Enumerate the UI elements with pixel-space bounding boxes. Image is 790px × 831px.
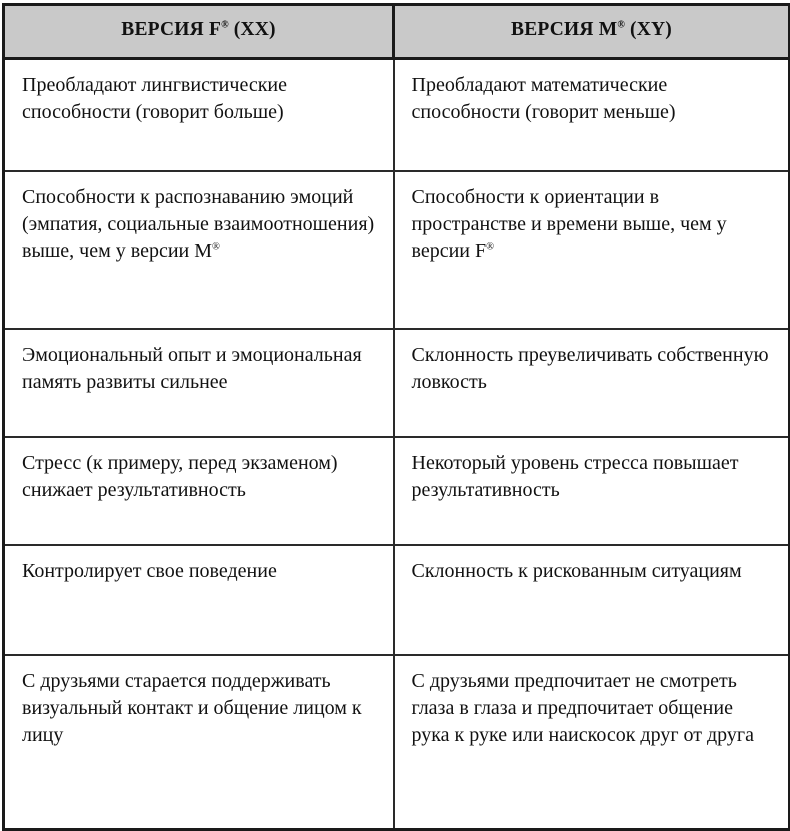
cell-version-f xyxy=(4,545,394,655)
cell-version-f xyxy=(4,171,394,329)
table-row xyxy=(4,437,790,545)
cell-version-m xyxy=(394,59,790,172)
registered-mark-icon: ® xyxy=(221,19,229,31)
cell-text: Способности к ориентации в пространстве и времени выше, чем у версии F® xyxy=(411,186,727,263)
cell-text: С друзьями предпочитает не смотреть глаза в глаза и предпочитает общение рука к руке или наискосок друг от друга xyxy=(411,670,754,747)
cell-text: Склонность преувеличивать собственную ловкость xyxy=(411,344,769,394)
table-row xyxy=(4,329,790,437)
table-body xyxy=(4,59,790,830)
cell-text: Некоторый уровень стресса повышает результативность xyxy=(411,452,739,502)
cell-text: Способности к распознаванию эмоций (эмпатия, социальные взаимоотношения) выше, чем у версии M® xyxy=(22,186,375,263)
cell-text: Стресс (к примеру, перед экзаменом) снижает результативность xyxy=(22,452,338,502)
cell-version-f xyxy=(4,329,394,437)
table-row xyxy=(4,655,790,830)
cell-version-m xyxy=(394,171,790,329)
column-header-version-m xyxy=(394,5,790,59)
cell-version-f xyxy=(4,437,394,545)
cell-version-f xyxy=(4,59,394,172)
cell-version-m xyxy=(394,655,790,830)
registered-mark-icon: ® xyxy=(486,241,495,253)
registered-mark-icon: ® xyxy=(617,19,625,31)
cell-version-f xyxy=(4,655,394,830)
cell-text: Эмоциональный опыт и эмоциональная память развиты сильнее xyxy=(22,344,362,394)
table-row xyxy=(4,171,790,329)
table-header-row xyxy=(4,5,790,59)
table-row xyxy=(4,59,790,172)
cell-text: Контролирует свое поведение xyxy=(22,560,277,582)
cell-text: Преобладают математические способности (говорит меньше) xyxy=(411,74,676,124)
cell-text: Преобладают лингвистические способности (говорит больше) xyxy=(22,74,287,124)
cell-version-m xyxy=(394,329,790,437)
cell-text: С друзьями старается поддерживать визуальный контакт и общение лицом к лицу xyxy=(22,670,362,747)
column-header-version-f-label: ВЕРСИЯ F® (XX) xyxy=(121,19,276,40)
column-header-version-m-label: ВЕРСИЯ M® (XY) xyxy=(511,19,672,40)
cell-version-m xyxy=(394,545,790,655)
cell-version-m xyxy=(394,437,790,545)
registered-mark-icon: ® xyxy=(212,241,220,253)
table-header xyxy=(4,5,790,59)
comparison-table-container xyxy=(0,3,790,747)
version-comparison-table xyxy=(2,3,790,831)
cell-text: Склонность к рискованным ситуациям xyxy=(411,560,742,582)
column-header-version-f xyxy=(4,5,394,59)
table-row xyxy=(4,545,790,655)
